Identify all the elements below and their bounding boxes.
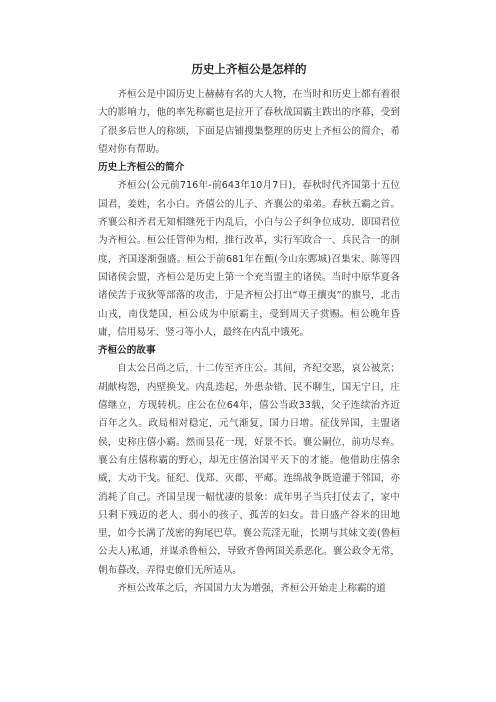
story-paragraph: 自太公吕尚之后，十二传至齐庄公。其间，齐纪交恶，哀公被烹；胡献构怨，内壁换戈。内乱迭起，外患杂错、民不聊生，国无宁日，庄僖继立，方现转机。庄公在位64年，僖公当政33载，父子连续治齐近百年之久。政局相对稳定，元气渐复，国力日增。征伐异国，主盟诸侯，史称庄僖小霸。然而昙花一现，好景不长。襄公嗣位，前功尽弃。襄公有庄僖称霸的野心，却无庄僖治国平天下的才能。他借助庄僖余威，大动干戈。征纪、伐郑、灭郡、平郕。连绵战争既造灌于邻国，亦消耗了自己。齐国呈现一幅忧凄的景象：成年男子当兵打仗去了，家中只剩下残迈的老人、弱小的孩子、孤苦的妇女。昔日盛产谷米的田地里，如今长满了茂密的狗尾巴草。襄公荒淫无耻，长期与其妹文姜(鲁桓公夫人)私通，并谋杀鲁桓公，导致齐鲁两国关系恶化。襄公政令无常，朝布暮改，弄得吏僚们无所适从。 (98, 363, 400, 576)
story-paragraph: 齐桓公改革之后，齐国国力大为增强，齐桓公开始走上称霸的道 (117, 583, 386, 595)
profile-paragraph: 齐桓公(公元前716年-前643年10月7日)，春秋时代齐国第十五位国君，姜姓，名小白。齐僖公的儿子、齐襄公的弟弟。春秋五霸之首。齐襄公和齐君无知相继死于内乱后，小白与公子纠争位成功，即国君位为齐桓公。桓公任管仲为相，推行改革，实行军政合一、兵民合一的制度，齐国逐渐强盛。桓公于前681年在甄(今山东鄄城)召集宋、陈等四国诸侯会盟，齐桓公是历史上第一个充当盟主的诸侯。当时中原华夏各诸侯苦于戎狄等部落的攻击，于是齐桓公打出“尊王攘夷”的旗号，北击山戎，南伐楚国，桓公成为中原霸主，受到周天子赏赐。桓公晚年昏庸，信用易牙、竖刁等小人，最终在内乱中饿死。 (98, 180, 400, 338)
section-heading-profile: 历史上齐桓公的简介 (98, 162, 185, 174)
section-heading-story: 齐桓公的故事 (98, 345, 156, 357)
document-page (98, 62, 400, 598)
intro-paragraph: 齐桓公是中国历史上赫赫有名的大人物，在当时和历史上都有着很大的影响力，他的率先称霸也是拉开了春秋战国霸主跌出的序幕，受到了很多后世人的称颂，下面是店铺搜集整理的历史上齐桓公的简介，希望对你有帮助。 (98, 89, 400, 155)
document-title: 历史上齐桓公是怎样的 (191, 62, 307, 76)
